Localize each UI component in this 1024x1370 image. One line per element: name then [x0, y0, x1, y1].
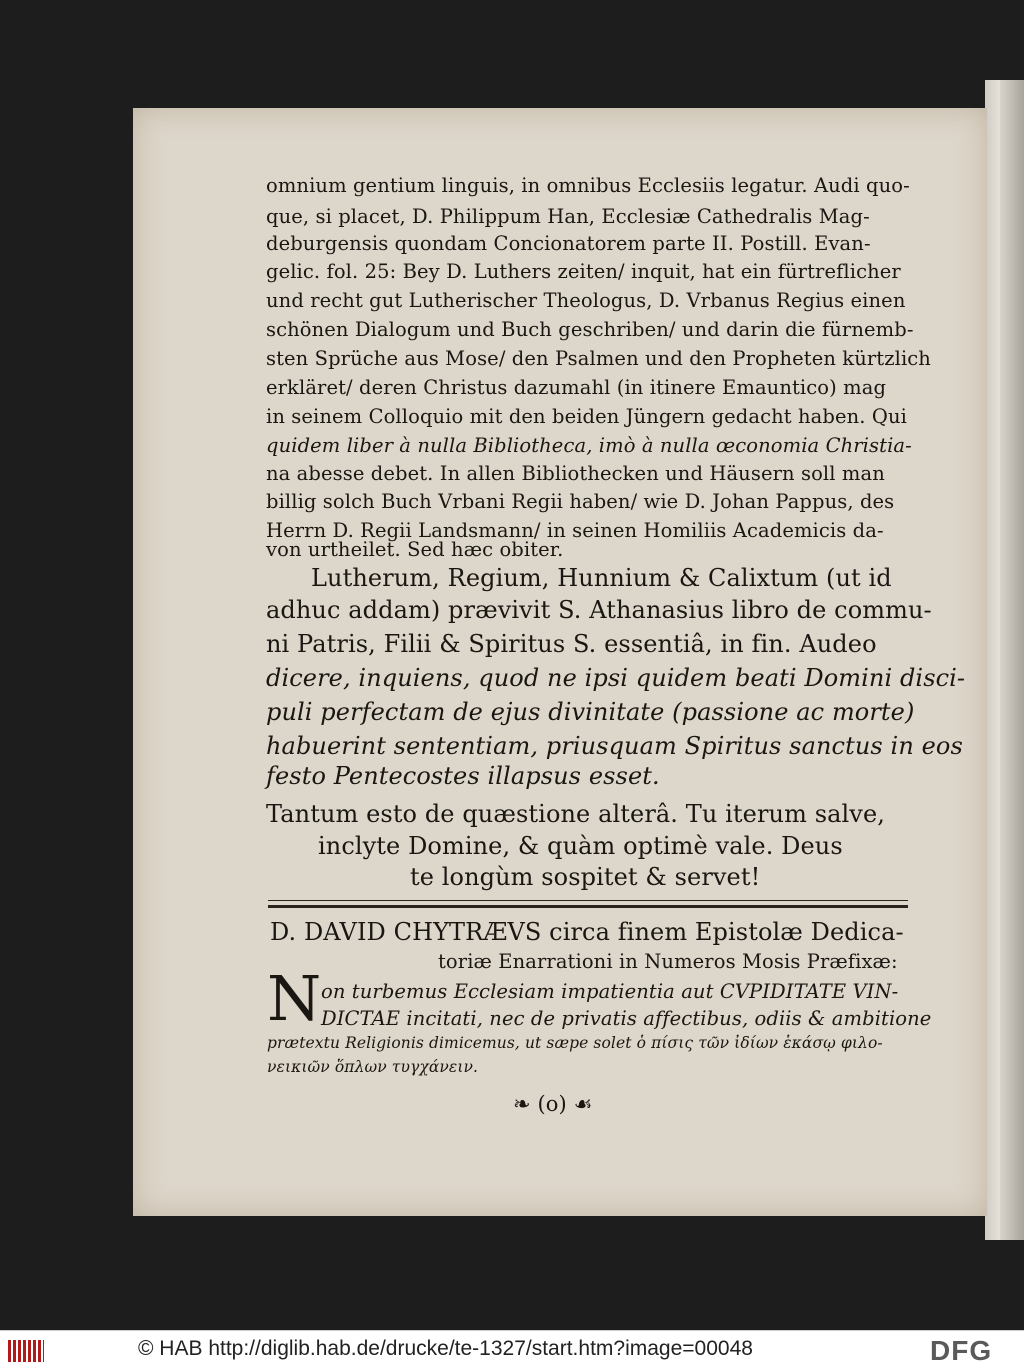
- text-line: in seinem Colloquio mit den beiden Jüngern gedacht haben. Qui: [266, 405, 907, 428]
- text-line: ni Patris, Filii & Spiritus S. essentiâ, in fin. Audeo: [266, 630, 877, 658]
- text-line: und recht gut Lutherischer Theologus, D. Vrbanus Regius einen: [266, 289, 906, 312]
- text-line: erkläret/ deren Christus dazumahl (in itinere Emauntico) mag: [266, 376, 887, 399]
- text-line: omnium gentium linguis, in omnibus Ecclesiis legatur. Audi quo-: [266, 174, 910, 197]
- text-line: que, si placet, D. Philippum Han, Ecclesiæ Cathedralis Mag-: [266, 205, 870, 228]
- text-line: von urtheilet. Sed hæc obiter.: [266, 538, 564, 561]
- text-line: schönen Dialogum und Buch geschriben/ und darin die fürnemb-: [266, 318, 914, 341]
- book-edge-shadow: [1000, 80, 1024, 1240]
- copyright-link[interactable]: © HAB http://diglib.hab.de/drucke/te-1327/start.htm?image=00048: [138, 1337, 753, 1360]
- text-line: quidem liber à nulla Bibliotheca, imò à nulla œconomia Christia-: [266, 434, 912, 457]
- divider-rule-thick: [268, 905, 908, 908]
- text-line: gelic. fol. 25: Bey D. Luthers zeiten/ inquit, hat ein fürtreflicher: [266, 260, 901, 283]
- library-barcode-icon: [8, 1340, 44, 1362]
- signature-mark: [513, 1092, 593, 1116]
- text-line: puli perfectam de ejus divinitate (passione ac morte): [266, 698, 915, 726]
- closing-line: Tantum esto de quæstione alterâ. Tu iterum salve,: [266, 800, 885, 828]
- quote-line: νεικιῶν ὅπλων τυγχάνειν.: [267, 1058, 479, 1076]
- text-line: billig solch Buch Vrbani Regii haben/ wie D. Johan Pappus, des: [266, 490, 895, 513]
- closing-line: te longùm sospitet & servet!: [410, 863, 761, 891]
- text-line: na abesse debet. In allen Bibliothecken und Häusern soll man: [266, 462, 885, 485]
- ornament-right-icon: ☙: [573, 1092, 593, 1116]
- signature-text: (o): [537, 1092, 567, 1116]
- section-heading: toriæ Enarrationi in Numeros Mosis Præfixæ:: [438, 950, 898, 973]
- text-line: habuerint sententiam, priusquam Spiritus sanctus in eos: [266, 732, 963, 760]
- dfg-logo: DFG: [930, 1335, 993, 1366]
- text-line: sten Sprüche aus Mose/ den Psalmen und den Propheten kürtzlich: [266, 347, 931, 370]
- quote-line: DICTAE incitati, nec de privatis affectibus, odiis & ambitione: [321, 1007, 932, 1030]
- drop-cap: N: [267, 962, 322, 1035]
- text-line: dicere, inquiens, quod ne ipsi quidem beati Domini disci-: [266, 664, 966, 692]
- ornament-left-icon: ❧: [513, 1092, 531, 1116]
- divider-rule: [268, 900, 908, 901]
- text-line: adhuc addam) prævivit S. Athanasius libro de commu-: [266, 596, 932, 624]
- section-heading: D. DAVID CHYTRÆVS circa finem Epistolæ Dedica-: [270, 918, 904, 946]
- text-line: Herrn D. Regii Landsmann/ in seinen Homiliis Academicis da-: [266, 519, 884, 542]
- text-line: festo Pentecostes illapsus esset.: [266, 762, 660, 790]
- quote-line: on turbemus Ecclesiam impatientia aut CVPIDITATE VIN-: [321, 980, 899, 1003]
- book-page: [133, 108, 987, 1216]
- quote-line: prætextu Religionis dimicemus, ut sæpe solet ὁ πίσις τῶν ἰδίων ἑκάσῳ φιλο-: [267, 1034, 883, 1052]
- viewer-footer: [0, 1330, 1024, 1370]
- text-line: deburgensis quondam Concionatorem parte II. Postill. Evan-: [266, 232, 871, 255]
- text-line: Lutherum, Regium, Hunnium & Calixtum (ut id: [311, 564, 892, 592]
- closing-line: inclyte Domine, & quàm optimè vale. Deus: [318, 832, 843, 860]
